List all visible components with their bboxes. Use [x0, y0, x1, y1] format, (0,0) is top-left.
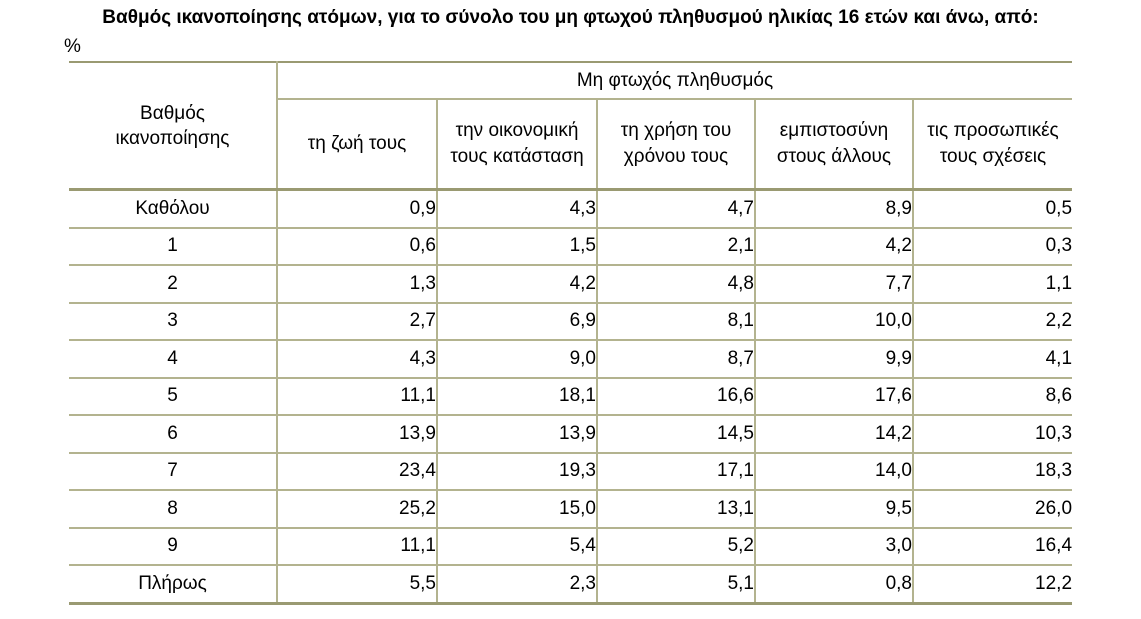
- unit-label: %: [64, 36, 81, 57]
- table-cell: 5,1: [597, 565, 755, 603]
- column-header: [597, 99, 755, 190]
- table-cell: 0,3: [913, 228, 1072, 266]
- table-cell: 6,9: [437, 303, 597, 341]
- table-cell: 13,9: [277, 415, 437, 453]
- table-cell: 0,5: [913, 190, 1072, 228]
- table-cell: 4,3: [437, 190, 597, 228]
- table-cell: 7,7: [755, 265, 913, 303]
- row-label: 9: [69, 528, 277, 566]
- table-body: [69, 190, 1072, 604]
- table-cell: 19,3: [437, 453, 597, 491]
- table-cell: 16,6: [597, 378, 755, 416]
- table-row: [69, 303, 1072, 341]
- table-cell: 9,0: [437, 340, 597, 378]
- column-header-economic: την οικονομική τους κατάσταση: [450, 120, 584, 167]
- row-label: 8: [69, 490, 277, 528]
- row-header: [69, 62, 277, 190]
- table-cell: 2,1: [597, 228, 755, 266]
- column-header: [437, 99, 597, 190]
- column-header-time-use: τη χρήση του χρόνου τους: [620, 120, 732, 167]
- table-row: [69, 565, 1072, 603]
- row-label: 6: [69, 415, 277, 453]
- table-cell: 12,2: [913, 565, 1072, 603]
- table-cell: 16,4: [913, 528, 1072, 566]
- table-cell: 18,3: [913, 453, 1072, 491]
- table-cell: 5,2: [597, 528, 755, 566]
- table-cell: 14,2: [755, 415, 913, 453]
- row-label: 4: [69, 340, 277, 378]
- table-row: [69, 265, 1072, 303]
- table-cell: 8,7: [597, 340, 755, 378]
- column-header-trust: εμπιστοσύνη στους άλλους: [776, 120, 892, 167]
- table-cell: 5,5: [277, 565, 437, 603]
- table-cell: 11,1: [277, 528, 437, 566]
- table-cell: 5,4: [437, 528, 597, 566]
- table-cell: 15,0: [437, 490, 597, 528]
- table-row: [69, 453, 1072, 491]
- table-row: [69, 340, 1072, 378]
- table-cell: 0,6: [277, 228, 437, 266]
- table-cell: 4,8: [597, 265, 755, 303]
- satisfaction-table: [69, 61, 1072, 605]
- table-cell: 14,0: [755, 453, 913, 491]
- table-row: [69, 415, 1072, 453]
- table-cell: 0,9: [277, 190, 437, 228]
- column-header: [755, 99, 913, 190]
- table-cell: 9,5: [755, 490, 913, 528]
- table-cell: 8,1: [597, 303, 755, 341]
- table-cell: 8,9: [755, 190, 913, 228]
- table-row: [69, 378, 1072, 416]
- row-header-label: Βαθμός ικανοποίησης: [115, 102, 230, 149]
- table-cell: 25,2: [277, 490, 437, 528]
- table-cell: 13,9: [437, 415, 597, 453]
- table-cell: 3,0: [755, 528, 913, 566]
- column-header-life: τη ζωή τους: [307, 133, 407, 154]
- table-cell: 1,5: [437, 228, 597, 266]
- table-cell: 2,3: [437, 565, 597, 603]
- column-header: [277, 99, 437, 190]
- table-cell: 4,2: [755, 228, 913, 266]
- table-cell: 2,7: [277, 303, 437, 341]
- row-label: Πλήρως: [69, 565, 277, 603]
- row-label: 5: [69, 378, 277, 416]
- table-cell: 4,1: [913, 340, 1072, 378]
- table-cell: 9,9: [755, 340, 913, 378]
- row-label: 7: [69, 453, 277, 491]
- table-cell: 17,6: [755, 378, 913, 416]
- table-cell: 17,1: [597, 453, 755, 491]
- table-cell: 10,3: [913, 415, 1072, 453]
- row-label: 1: [69, 228, 277, 266]
- table-cell: 11,1: [277, 378, 437, 416]
- table-cell: 4,2: [437, 265, 597, 303]
- table-row: [69, 490, 1072, 528]
- table-cell: 26,0: [913, 490, 1072, 528]
- table-row: [69, 190, 1072, 228]
- table-cell: 8,6: [913, 378, 1072, 416]
- table-cell: 0,8: [755, 565, 913, 603]
- row-label: 2: [69, 265, 277, 303]
- column-header: [913, 99, 1072, 190]
- table-row: [69, 528, 1072, 566]
- row-label: 3: [69, 303, 277, 341]
- table-cell: 2,2: [913, 303, 1072, 341]
- table-cell: 14,5: [597, 415, 755, 453]
- table-cell: 1,3: [277, 265, 437, 303]
- table-cell: 4,7: [597, 190, 755, 228]
- table-cell: 4,3: [277, 340, 437, 378]
- row-label: Καθόλου: [69, 190, 277, 228]
- table-cell: 1,1: [913, 265, 1072, 303]
- table-cell: 18,1: [437, 378, 597, 416]
- table-cell: 23,4: [277, 453, 437, 491]
- table-row: [69, 228, 1072, 266]
- table-cell: 13,1: [597, 490, 755, 528]
- table-cell: 10,0: [755, 303, 913, 341]
- group-header: Μη φτωχός πληθυσμός: [277, 62, 1072, 99]
- column-header-relationships: τις προσωπικές τους σχέσεις: [927, 120, 1059, 167]
- table-title: Βαθμός ικανοποίησης ατόμων, για το σύνολο του μη φτωχού πληθυσμού ηλικίας 16 ετών και άνω, από:: [102, 7, 1039, 28]
